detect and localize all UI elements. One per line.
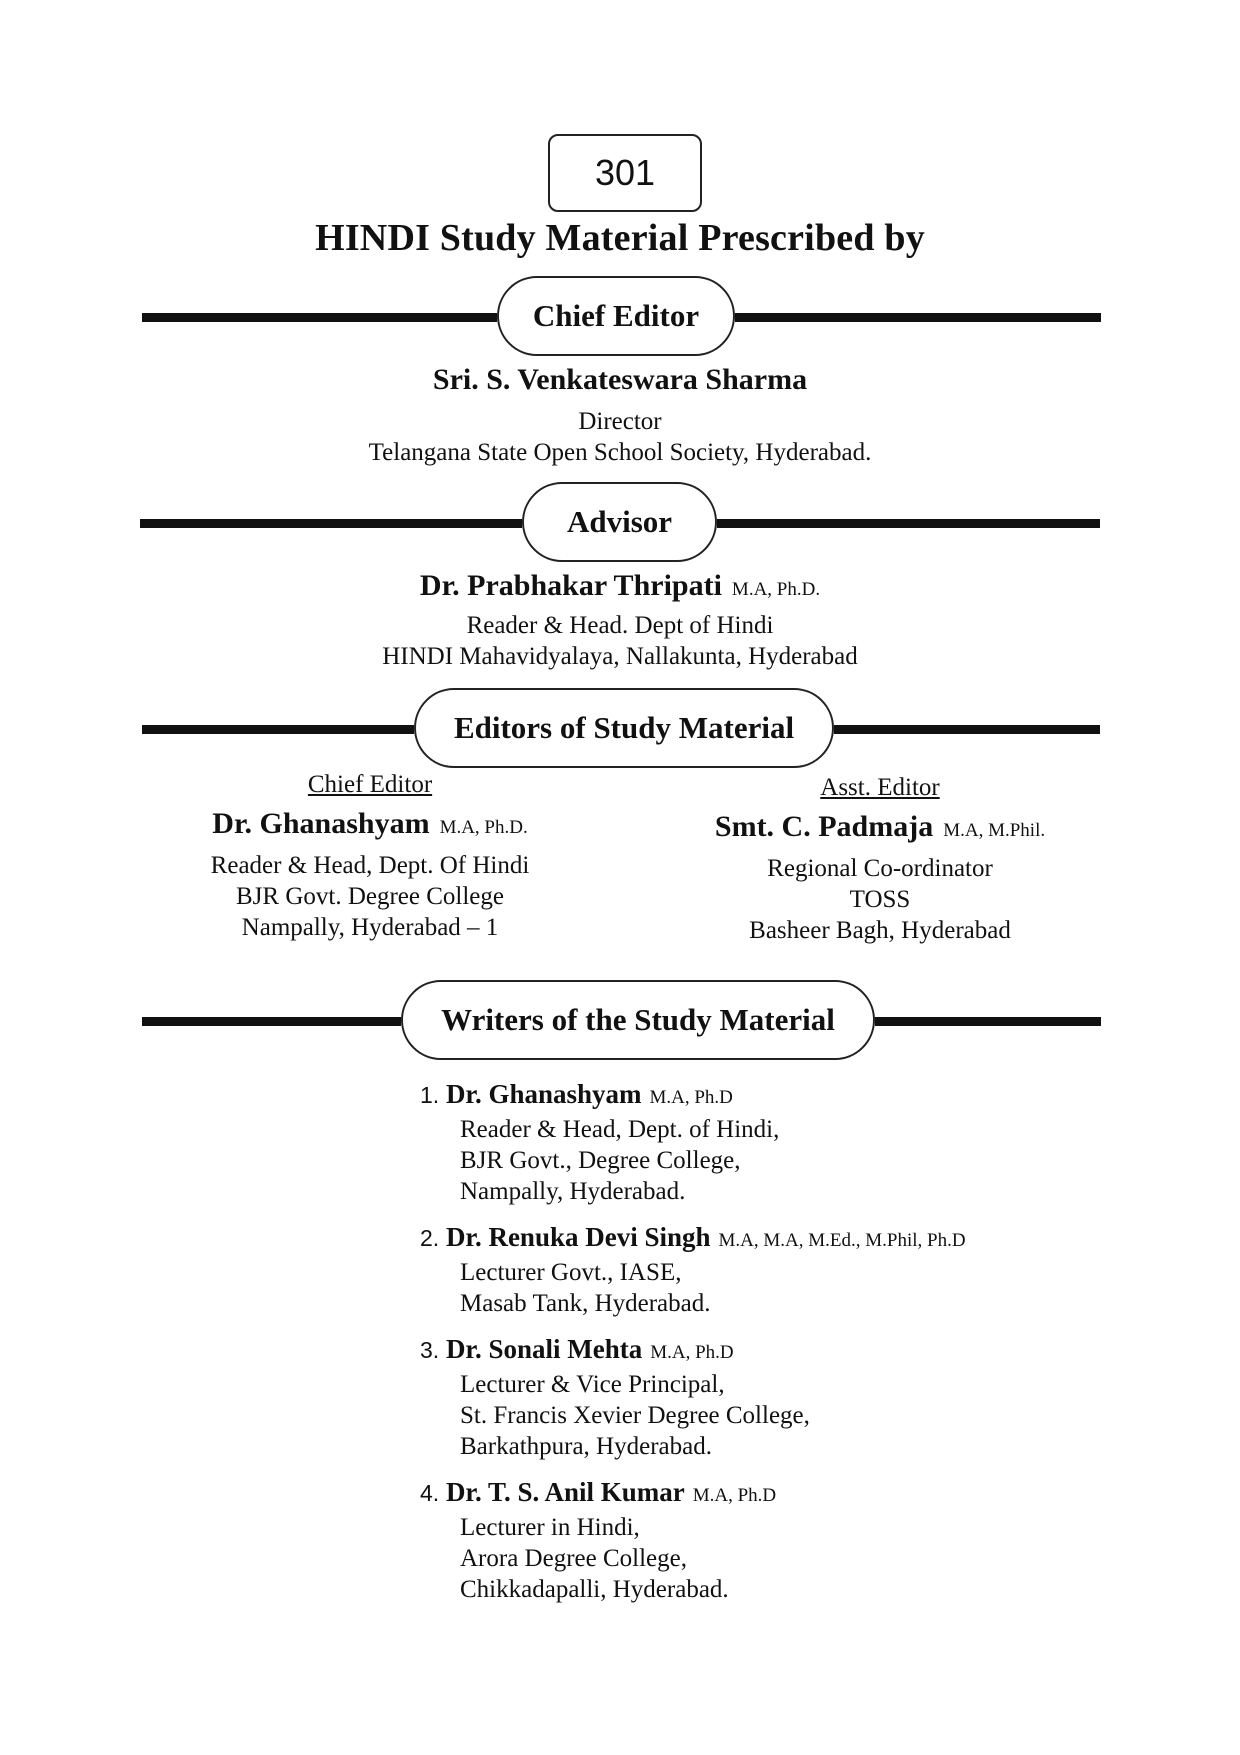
- advisor-line-2: HINDI Mahavidyalaya, Nallakunta, Hyderabad: [382, 643, 858, 670]
- writer-quals: M.A, M.A, M.Ed., M.Phil, Ph.D: [718, 1230, 966, 1251]
- list-item: [420, 1078, 1060, 1207]
- writer-line: Masab Tank, Hyderabad.: [460, 1290, 711, 1317]
- advisor-block: [0, 566, 1240, 672]
- writer-number: 1.: [420, 1082, 440, 1108]
- chief-editor-block: [0, 360, 1240, 468]
- subject-code: 301: [594, 152, 656, 193]
- asst-editor-name-row: [680, 805, 1080, 853]
- writer-head: [420, 1078, 1060, 1114]
- advisor-name: Dr. Prabhakar Thripati: [419, 569, 722, 602]
- role-label-asst-editor: Asst. Editor: [820, 774, 940, 801]
- writer-line: Barkathpura, Hyderabad.: [460, 1433, 712, 1460]
- writer-number: 2.: [420, 1225, 440, 1251]
- chief-editor-heading: Chief Editor: [497, 276, 735, 356]
- editor-name-row: [170, 802, 570, 850]
- writer-line: Chikkadapalli, Hyderabad.: [460, 1576, 729, 1603]
- chief-editor-line-2: Telangana State Open School Society, Hyderabad.: [368, 439, 872, 466]
- asst-editor-line-2: TOSS: [849, 886, 911, 913]
- editor-line-2: BJR Govt. Degree College: [235, 883, 504, 910]
- writer-number: 4.: [420, 1480, 440, 1506]
- divider-bar-left: [142, 725, 414, 734]
- writer-line: Lecturer in Hindi,: [460, 1514, 640, 1541]
- writer-line: BJR Govt., Degree College,: [460, 1147, 741, 1174]
- editor-line-3: Nampally, Hyderabad – 1: [241, 914, 499, 941]
- divider-bar-left: [140, 519, 522, 528]
- list-item: [420, 1221, 1060, 1319]
- writers-heading: Writers of the Study Material: [401, 980, 875, 1060]
- chief-editor-divider: [0, 276, 1240, 360]
- advisor-quals: M.A, Ph.D.: [731, 579, 821, 600]
- divider-bar-right: [834, 725, 1100, 734]
- editors-heading: Editors of Study Material: [414, 688, 834, 768]
- writer-quals: M.A, Ph.D: [649, 1087, 733, 1108]
- asst-editor-quals: M.A, M.Phil.: [943, 820, 1046, 841]
- role-label-chief-editor: Chief Editor: [307, 771, 433, 798]
- editor-quals: M.A, Ph.D.: [439, 817, 528, 838]
- advisor-heading: Advisor: [522, 482, 717, 562]
- list-item: [420, 1333, 1060, 1462]
- chief-editor-line-1: Director: [578, 408, 662, 435]
- advisor-name-row: [0, 566, 1240, 610]
- writer-head: [420, 1221, 1060, 1257]
- divider-bar-left: [142, 313, 497, 322]
- chief-editor-column: [170, 768, 570, 943]
- writer-name: Dr. T. S. Anil Kumar: [445, 1477, 685, 1507]
- writer-name: Dr. Sonali Mehta: [445, 1334, 643, 1364]
- writer-line: Lecturer Govt., IASE,: [460, 1259, 682, 1286]
- writer-head: [420, 1333, 1060, 1369]
- writer-name: Dr. Ghanashyam: [445, 1079, 642, 1109]
- asst-editor-column: [680, 771, 1080, 946]
- writer-head: [420, 1476, 1060, 1512]
- advisor-line-1: Reader & Head. Dept of Hindi: [466, 612, 774, 639]
- writers-divider: [0, 980, 1240, 1064]
- writer-line: Arora Degree College,: [460, 1545, 687, 1572]
- page-title: HINDI Study Material Prescribed by: [315, 217, 925, 259]
- editors-divider: [0, 688, 1240, 772]
- writers-list: [420, 1078, 1060, 1619]
- writer-line: St. Francis Xevier Degree College,: [460, 1402, 810, 1429]
- divider-bar-right: [735, 313, 1101, 322]
- writer-line: Reader & Head, Dept. of Hindi,: [460, 1116, 780, 1143]
- editor-line-1: Reader & Head, Dept. Of Hindi: [210, 852, 530, 879]
- divider-bar-right: [875, 1017, 1101, 1026]
- asst-editor-name: Smt. C. Padmaja: [714, 810, 934, 843]
- writer-line: Lecturer & Vice Principal,: [460, 1371, 725, 1398]
- editor-name: Dr. Ghanashyam: [212, 807, 430, 840]
- asst-editor-line-1: Regional Co-ordinator: [767, 855, 993, 882]
- writer-name: Dr. Renuka Devi Singh: [445, 1222, 711, 1252]
- asst-editor-line-3: Basheer Bagh, Hyderabad: [749, 917, 1011, 944]
- writer-line: Nampally, Hyderabad.: [460, 1178, 686, 1205]
- list-item: [420, 1476, 1060, 1605]
- writer-quals: M.A, Ph.D: [692, 1485, 777, 1506]
- writer-number: 3.: [420, 1337, 440, 1363]
- divider-bar-right: [717, 519, 1100, 528]
- subject-code-box: [548, 134, 702, 212]
- advisor-divider: [0, 482, 1240, 566]
- writer-quals: M.A, Ph.D: [650, 1342, 734, 1363]
- divider-bar-left: [142, 1017, 401, 1026]
- chief-editor-name: Sri. S. Venkateswara Sharma: [432, 363, 808, 396]
